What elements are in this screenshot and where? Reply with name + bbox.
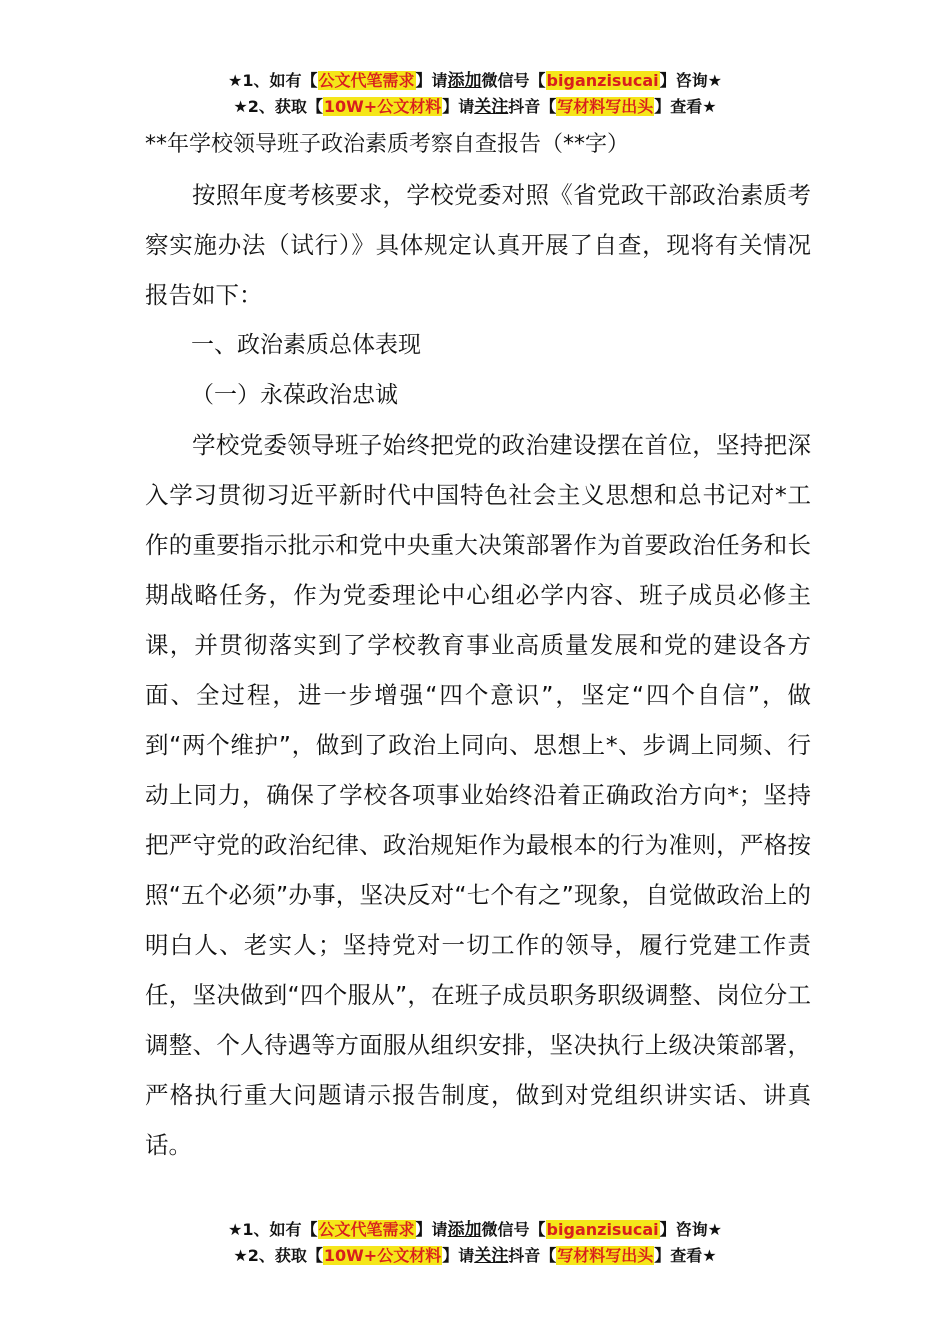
ad-line-2 <box>0 1243 950 1269</box>
ad-text: 抖音【 <box>508 97 557 116</box>
ad-text: 】查看★ <box>654 1246 717 1265</box>
subsection-heading: （一）永葆政治忠诚 <box>191 382 398 408</box>
ad-wechat-id: biganzisucai <box>546 71 659 90</box>
ad-highlight: 公文代笔需求 <box>318 1220 415 1239</box>
ad-line-1 <box>0 68 950 94</box>
ad-text: 微信号【 <box>481 71 546 90</box>
ad-text: 微信号【 <box>481 1220 546 1239</box>
ad-douyin-id: 写材料写出头 <box>557 97 654 116</box>
intro-paragraph: 按照年度考核要求，学校党委对照《省党政干部政治素质考察实施办法（试行）》具体规定认真开展了自查，现将有关情况报告如下： <box>145 181 811 309</box>
ad-text: 】查看★ <box>654 97 717 116</box>
ad-wechat-id: biganzisucai <box>546 1220 659 1239</box>
ad-highlight: 10W+公文材料 <box>323 97 442 116</box>
ad-text: 】请 <box>442 1246 475 1265</box>
section-heading: 一、政治素质总体表现 <box>191 332 421 358</box>
ad-text: 】请 <box>415 1220 448 1239</box>
body-paragraph: 学校党委领导班子始终把党的政治建设摆在首位，坚持把深入学习贯彻习近平新时代中国特色社会主义思想和总书记对*工作的重要指示批示和党中央重大决策部署作为首要政治任务和长期战略任务，作为党委理论中心组必学内容、班子成员必修主课，并贯彻落实到了学校教育事业高质量发展和党的建设各方面、全过程，进一步增强“四个意识”，坚定“四个自信”，做到“两个维护”，做到了政治上同向、思想上*、步调上同频、行动上同力，确保了学校各项事业始终沿着正确政治方向*；坚持把严守党的政治纪律、政治规矩作为最根本的行为准则，严格按照“五个必须”办事，坚决反对“七个有之”现象，自觉做政治上的明白人、老实人；坚持党对一切工作的领导，履行党建工作责任，坚决做到“四个服从”，在班子成员职务职级调整、岗位分工调整、个人待遇等方面服从组织安排，坚决执行上级决策部署，严格执行重大问题请示报告制度，做到对党组织讲实话、讲真话。 <box>145 431 811 1159</box>
ad-highlight: 公文代笔需求 <box>318 71 415 90</box>
ad-underlined-text: 添加 <box>447 71 482 91</box>
ad-text: ★1、如有【 <box>228 71 318 90</box>
ad-underlined-text: 添加 <box>447 1220 482 1240</box>
document-title: **年学校领导班子政治素质考察自查报告（**字） <box>145 132 630 157</box>
ad-text: 】咨询★ <box>659 71 722 90</box>
ad-text: ★2、获取【 <box>233 1246 323 1265</box>
ad-line-2 <box>0 94 950 120</box>
ad-douyin-id: 写材料写出头 <box>557 1246 654 1265</box>
ad-text: 】请 <box>442 97 475 116</box>
ad-text: 抖音【 <box>508 1246 557 1265</box>
bottom-ad-banner <box>0 1217 950 1269</box>
ad-underlined-text: 关注 <box>474 97 509 117</box>
ad-text: ★1、如有【 <box>228 1220 318 1239</box>
ad-text: 】请 <box>415 71 448 90</box>
ad-text: ★2、获取【 <box>233 97 323 116</box>
ad-text: 】咨询★ <box>659 1220 722 1239</box>
ad-line-1 <box>0 1217 950 1243</box>
ad-underlined-text: 关注 <box>474 1246 509 1266</box>
ad-highlight: 10W+公文材料 <box>323 1246 442 1265</box>
top-ad-banner <box>0 68 950 120</box>
document-body <box>145 170 811 1170</box>
